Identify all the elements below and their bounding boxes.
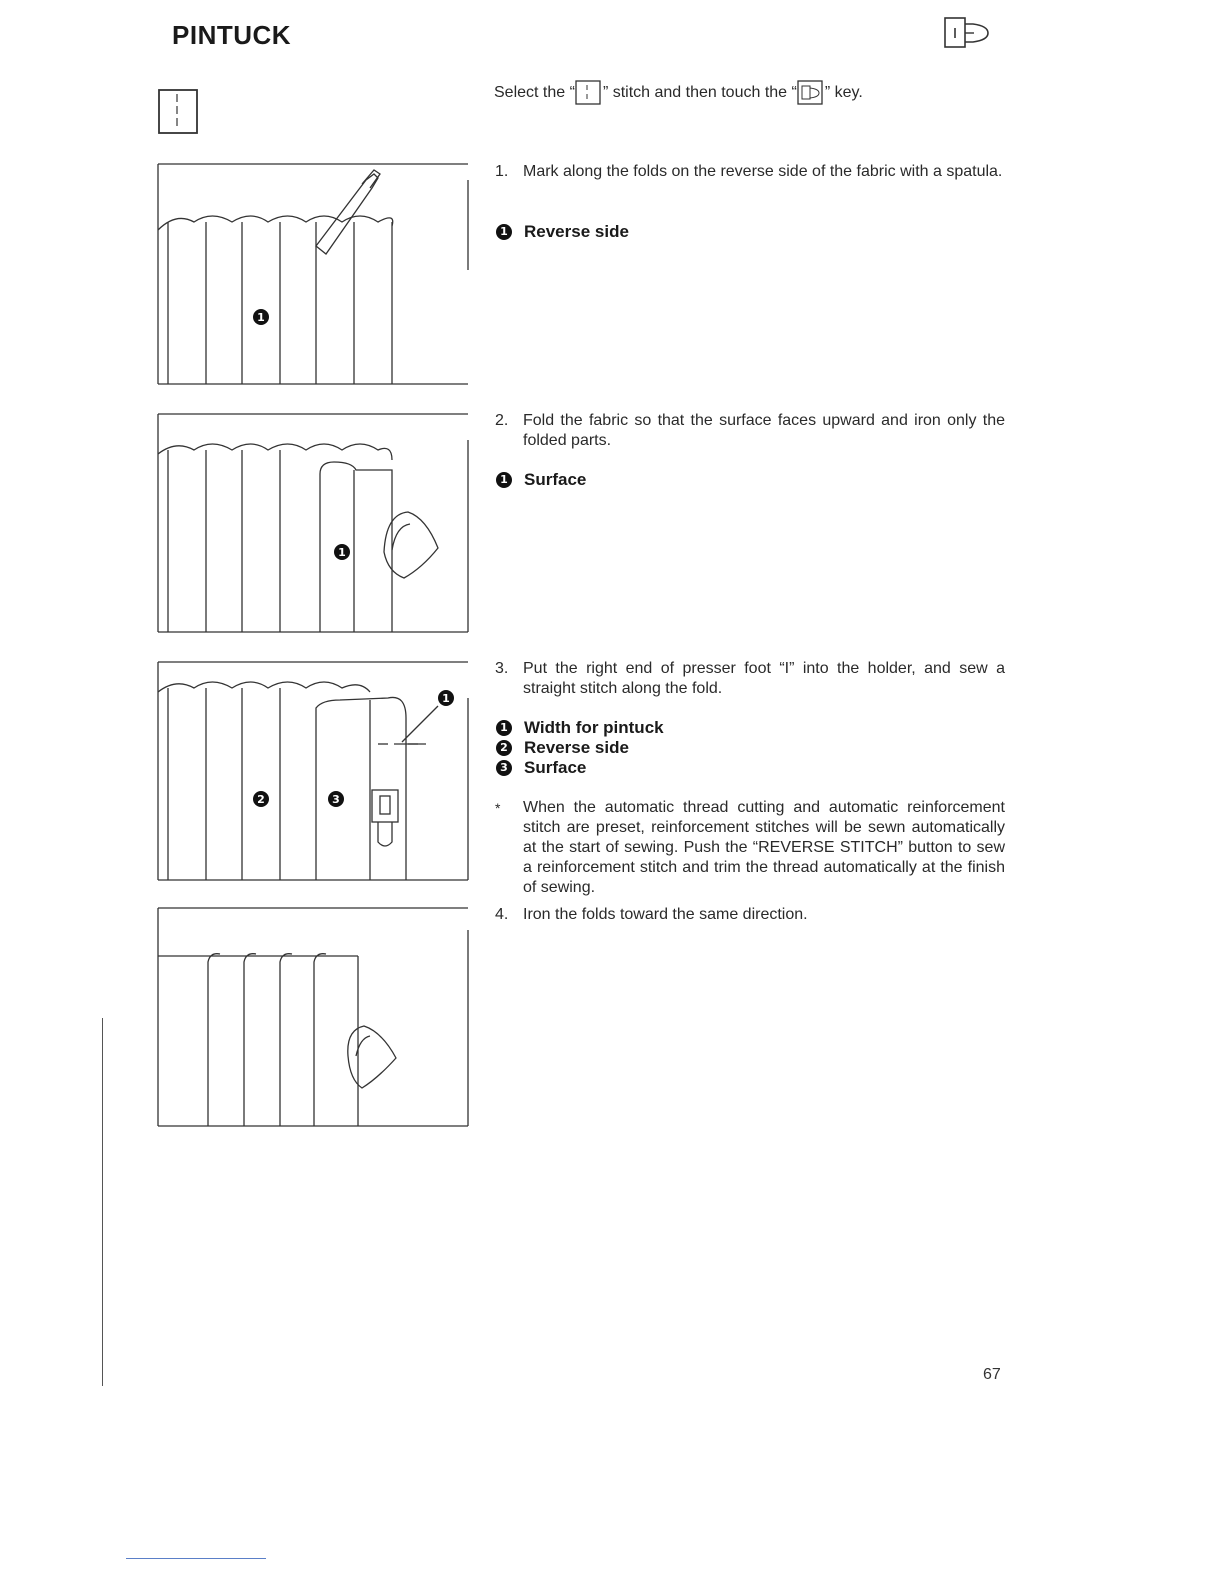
step-text: Fold the fabric so that the surface faces upward and iron only the folded parts. [523,412,1005,449]
legend-label: Reverse side [524,222,629,241]
page-title: PINTUCK [172,20,292,50]
legend-item [496,738,664,758]
step-4 [495,905,1005,925]
marker-badge: 1 [496,720,512,736]
step-2-legend [496,470,586,490]
marker-1-label: 1 [257,311,265,324]
figure-3-sew-fold [156,658,470,884]
figure-2-iron-folds [156,410,470,636]
figure-1-mark-folds [156,160,470,388]
page-number: 67 [983,1366,1001,1383]
footer-rule [126,1558,266,1559]
legend-item [496,222,629,242]
marker-badge: 1 [496,224,512,240]
step-number: 1. [495,163,509,180]
legend-label: Surface [524,758,587,777]
step-3-legend [496,718,664,778]
marker-2-label: 2 [257,793,265,806]
straight-stitch-icon [575,80,603,106]
presser-foot-key-icon [797,80,825,106]
step-2 [495,411,1005,451]
legend-item [496,718,664,738]
note-symbol: * [495,800,501,816]
step-number: 2. [495,412,509,429]
legend-item [496,758,664,778]
legend-label: Reverse side [524,738,629,757]
intro-text-2: ” stitch and then touch the “ [602,84,797,102]
figure-4-iron-direction [156,906,470,1130]
step-1 [495,162,1005,182]
step-number: 4. [495,906,509,923]
straight-stitch-icon [158,88,200,136]
legend-item [496,470,586,490]
step-text: Iron the folds toward the same direction. [523,906,808,923]
step-1-legend [496,222,629,242]
legend-label: Width for pintuck [524,718,664,737]
intro-instruction [494,80,1014,106]
marker-badge: 3 [496,760,512,776]
marker-badge: 1 [496,472,512,488]
step-number: 3. [495,660,509,677]
step-text: Mark along the folds on the reverse side of the fabric with a spatula. [523,163,1003,180]
step-text: Put the right end of presser foot “I” into the holder, and sew a straight stitch along the fold. [523,660,1005,697]
legend-label: Surface [524,470,587,489]
marker-1-label: 1 [338,546,346,559]
note [495,798,1005,898]
step-3 [495,659,1005,699]
margin-rule [102,1018,103,1386]
note-text: When the automatic thread cutting and automatic reinforcement stitch are preset, reinforcement stitches will be sewn automatically at the start of sewing. Push the “REVERSE STITCH” button to sew a reinforcement stitch and trim the thread automatically at the finish of sewing. [523,799,1005,896]
marker-badge: 2 [496,740,512,756]
marker-3-label: 3 [332,793,340,806]
intro-text-3: ” key. [824,84,863,102]
intro-text-1: Select the “ [494,84,575,102]
presser-foot-key-icon [944,16,992,50]
marker-1-label: 1 [442,692,450,705]
